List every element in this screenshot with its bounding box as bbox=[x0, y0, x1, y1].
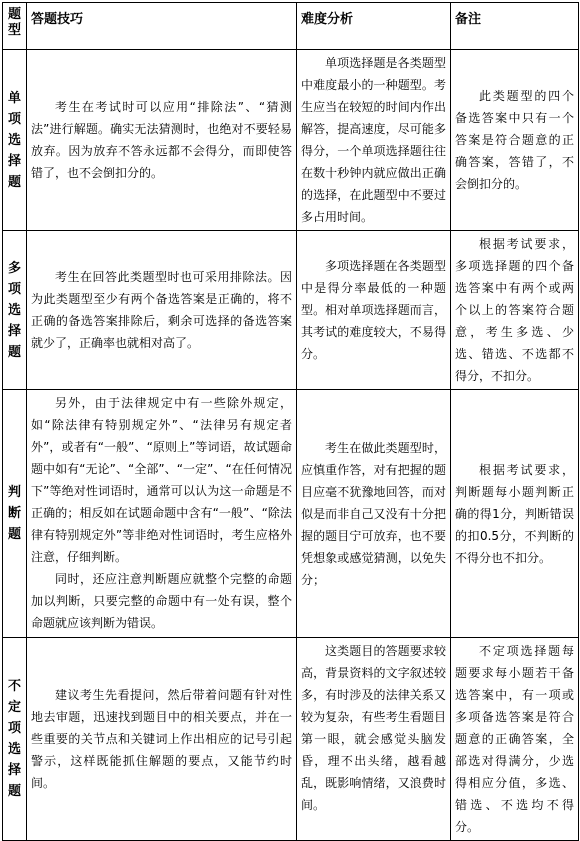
type-char: 选 bbox=[7, 132, 21, 148]
difficulty-text: 单项选择题是各类题型中难度最小的一种题型。考生应当在较短的时间内作出解答，提高速度，尽可能多得分，一个单项选择题往往在数十秒钟内就应做出正确的选择，在此题型中不要过多占用时间。 bbox=[301, 56, 446, 224]
row-tips bbox=[27, 390, 297, 638]
header-row bbox=[3, 3, 579, 50]
row-tips bbox=[27, 638, 297, 841]
tips-paragraph: 同时，还应注意判断题应就整个完整的命题加以判断，只要完整的命题中有一处有误，整个命题就应该判断为错误。 bbox=[31, 572, 292, 630]
tips-paragraph: 另外，由于法律规定中有一些除外规定，如“除法律有特别规定外”、“法律另有规定者外”，或者有“一般”、“原则上”等词语，故试题命题中如有“无论”、“全部”、“一定”、“在任何情况下”等绝对性词语时，通常可以认为这一命题是不正确的；相反如在试题命题中含有“一般”、“除法律有特别规定外”等非绝对性词语时，考生应格外注意，仔细判断。 bbox=[31, 396, 292, 564]
row-tips bbox=[27, 231, 297, 390]
difficulty-text: 多项选择题在各类题型中是得分率最低的一种题型。相对单项选择题而言，其考试的难度较大，不易得分。 bbox=[301, 259, 446, 361]
exam-tips-table bbox=[2, 2, 579, 841]
row-difficulty bbox=[297, 231, 451, 390]
type-char: 题 bbox=[7, 344, 21, 360]
remarks-text: 根据考试要求，判断题每小题判断正确的得1分，判断错误的扣0.5分，不判断的不得分也不扣分。 bbox=[455, 462, 574, 565]
type-char: 题 bbox=[7, 174, 21, 190]
row-remarks bbox=[451, 390, 579, 638]
table-row bbox=[3, 638, 579, 841]
type-char: 单 bbox=[7, 90, 21, 106]
type-char: 题 bbox=[7, 527, 21, 542]
remarks-text: 根据考试要求，多项选择题的四个备选答案中有两个或两个以上的答案符合题意，考生多选、少选、错选、不选都不得分，不扣分。 bbox=[455, 237, 574, 383]
remarks-text: 此类题型的四个备选答案中只有一个答案是符合题意的正确答案，答错了，不会倒扣分的。 bbox=[455, 89, 574, 191]
type-char: 题 bbox=[7, 784, 21, 799]
type-char: 择 bbox=[7, 323, 21, 339]
tips-paragraph: 考生在回答此类题型时也可采用排除法。因为此类题型至少有两个备选答案是正确的，将不正确的备选答案排除后，剩余可选择的备选答案就少了，正确率也就相对高了。 bbox=[31, 270, 292, 350]
type-char: 不 bbox=[7, 679, 21, 694]
header-type bbox=[3, 3, 27, 50]
type-char: 择 bbox=[7, 763, 21, 778]
table-row bbox=[3, 50, 579, 231]
tips-paragraph: 考生在考试时可以应用“排除法”、“猜测法”进行解题。确实无法猜测时，也绝对不要轻易放弃。因为放弃不答永远都不会得分，而即使答错了，也不会倒扣分的。 bbox=[31, 100, 292, 180]
row-type bbox=[3, 50, 27, 231]
row-type bbox=[3, 231, 27, 390]
remarks-text: 不定项选择题每题要求每小题若干备选答案中，有一项或多项备选答案是符合题意的正确答案，全部选对得满分，少选得相应分值，多选、错选、不选均不得分。 bbox=[455, 644, 574, 834]
type-char: 项 bbox=[7, 721, 21, 736]
row-remarks bbox=[451, 50, 579, 231]
type-char: 判 bbox=[7, 485, 21, 500]
row-type bbox=[3, 638, 27, 841]
row-difficulty bbox=[297, 50, 451, 231]
row-type bbox=[3, 390, 27, 638]
row-remarks bbox=[451, 638, 579, 841]
difficulty-text: 考生在做此类题型时，应慎重作答，对有把握的题目应毫不犹豫地回答，而对似是而非自己又没有十分把握的题目宁可放弃，也不要凭想象或感觉猜测，以免失分； bbox=[301, 440, 446, 587]
type-char: 项 bbox=[7, 281, 21, 297]
row-tips bbox=[27, 50, 297, 231]
type-char: 项 bbox=[7, 111, 21, 127]
type-char: 择 bbox=[7, 153, 21, 169]
type-char: 断 bbox=[7, 506, 21, 521]
type-char: 选 bbox=[7, 302, 21, 318]
tips-paragraph: 建议考生先看提问，然后带着问题有针对性地去审题，迅速找到题目中的相关要点，并在一些重要的关节点和关键词上作出相应的记号引起警示，这样既能抓住解题的要点，又能节约时间。 bbox=[31, 688, 292, 790]
type-char: 多 bbox=[7, 260, 21, 276]
header-remarks: 备注 bbox=[451, 3, 579, 50]
type-char: 定 bbox=[7, 700, 21, 715]
header-tips: 答题技巧 bbox=[27, 3, 297, 50]
row-difficulty bbox=[297, 390, 451, 638]
table-row bbox=[3, 390, 579, 638]
type-char: 题 bbox=[7, 7, 21, 22]
table-row bbox=[3, 231, 579, 390]
type-char: 选 bbox=[7, 742, 21, 757]
header-difficulty: 难度分析 bbox=[297, 3, 451, 50]
type-char: 型 bbox=[7, 23, 21, 38]
row-difficulty bbox=[297, 638, 451, 841]
difficulty-text: 这类题目的答题要求较高，背景资料的文字叙述较多，有时涉及的法律关系又较为复杂，有些考生看题目第一眼，就会感觉头脑发昏，理不出头绪，越看越乱，既影响情绪，又浪费时间。 bbox=[301, 644, 446, 812]
row-remarks bbox=[451, 231, 579, 390]
